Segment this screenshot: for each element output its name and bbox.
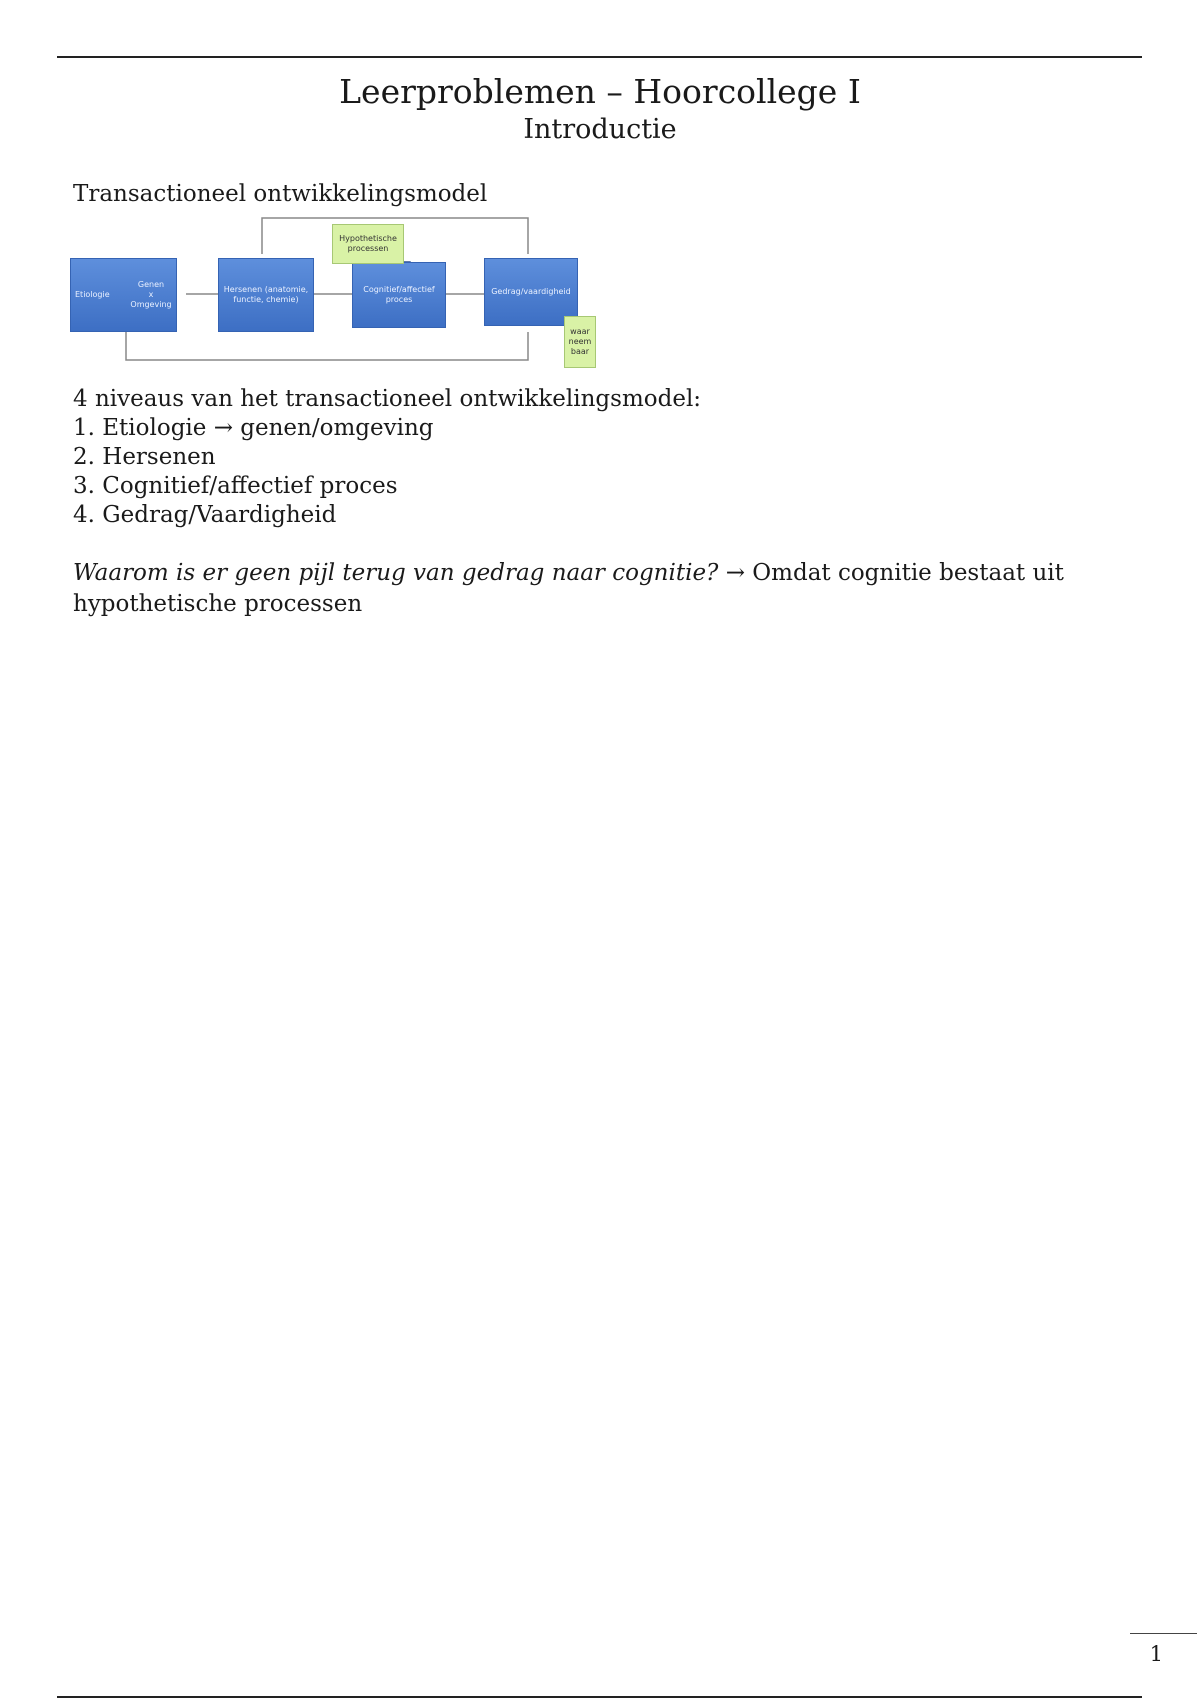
- section-heading: Transactioneel ontwikkelingsmodel: [73, 181, 488, 207]
- levels-intro: 4 niveaus van het transactioneel ontwikkelingsmodel:: [73, 386, 702, 412]
- box-cognitief-label: Cognitief/affectief proces: [363, 285, 435, 304]
- box-hersenen: [218, 258, 314, 332]
- box-genen: [126, 258, 177, 332]
- question-text: Waarom is er geen pijl terug van gedrag naar cognitie?: [73, 560, 719, 586]
- bottom-rule: [57, 1696, 1142, 1698]
- answer-line-2: hypothetische processen: [73, 591, 363, 617]
- note-hypothetische-label: Hypothetische processen: [339, 234, 397, 253]
- page-title: Leerproblemen – Hoorcollege I: [339, 72, 861, 111]
- top-rule: [57, 56, 1142, 58]
- model-diagram: [70, 210, 600, 370]
- box-genen-label: Genen x Omgeving: [130, 280, 172, 309]
- box-etiologie: [70, 258, 132, 332]
- box-cognitief: [352, 262, 446, 328]
- box-hersenen-label: Hersenen (anatomie, functie, chemie): [223, 285, 309, 304]
- page-number: 1: [1149, 1642, 1163, 1666]
- answer-line-1: → Omdat cognitie bestaat uit: [725, 560, 1064, 586]
- page-subtitle: Introductie: [523, 114, 677, 145]
- box-gedrag-label: Gedrag/vaardigheid: [491, 287, 571, 296]
- box-etiologie-label: Etiologie: [75, 290, 110, 299]
- note-waarneembaar: [564, 316, 596, 368]
- question-line: [73, 559, 1064, 588]
- note-waarneembaar-label: waar neem baar: [568, 327, 592, 356]
- note-hypothetische: [332, 224, 404, 264]
- level-item-1: 1. Etiologie → genen/omgeving: [73, 415, 434, 441]
- page-number-rule: [1130, 1633, 1197, 1634]
- level-item-2: 2. Hersenen: [73, 444, 216, 470]
- level-item-3: 3. Cognitief/affectief proces: [73, 473, 398, 499]
- level-item-4: 4. Gedrag/Vaardigheid: [73, 502, 337, 528]
